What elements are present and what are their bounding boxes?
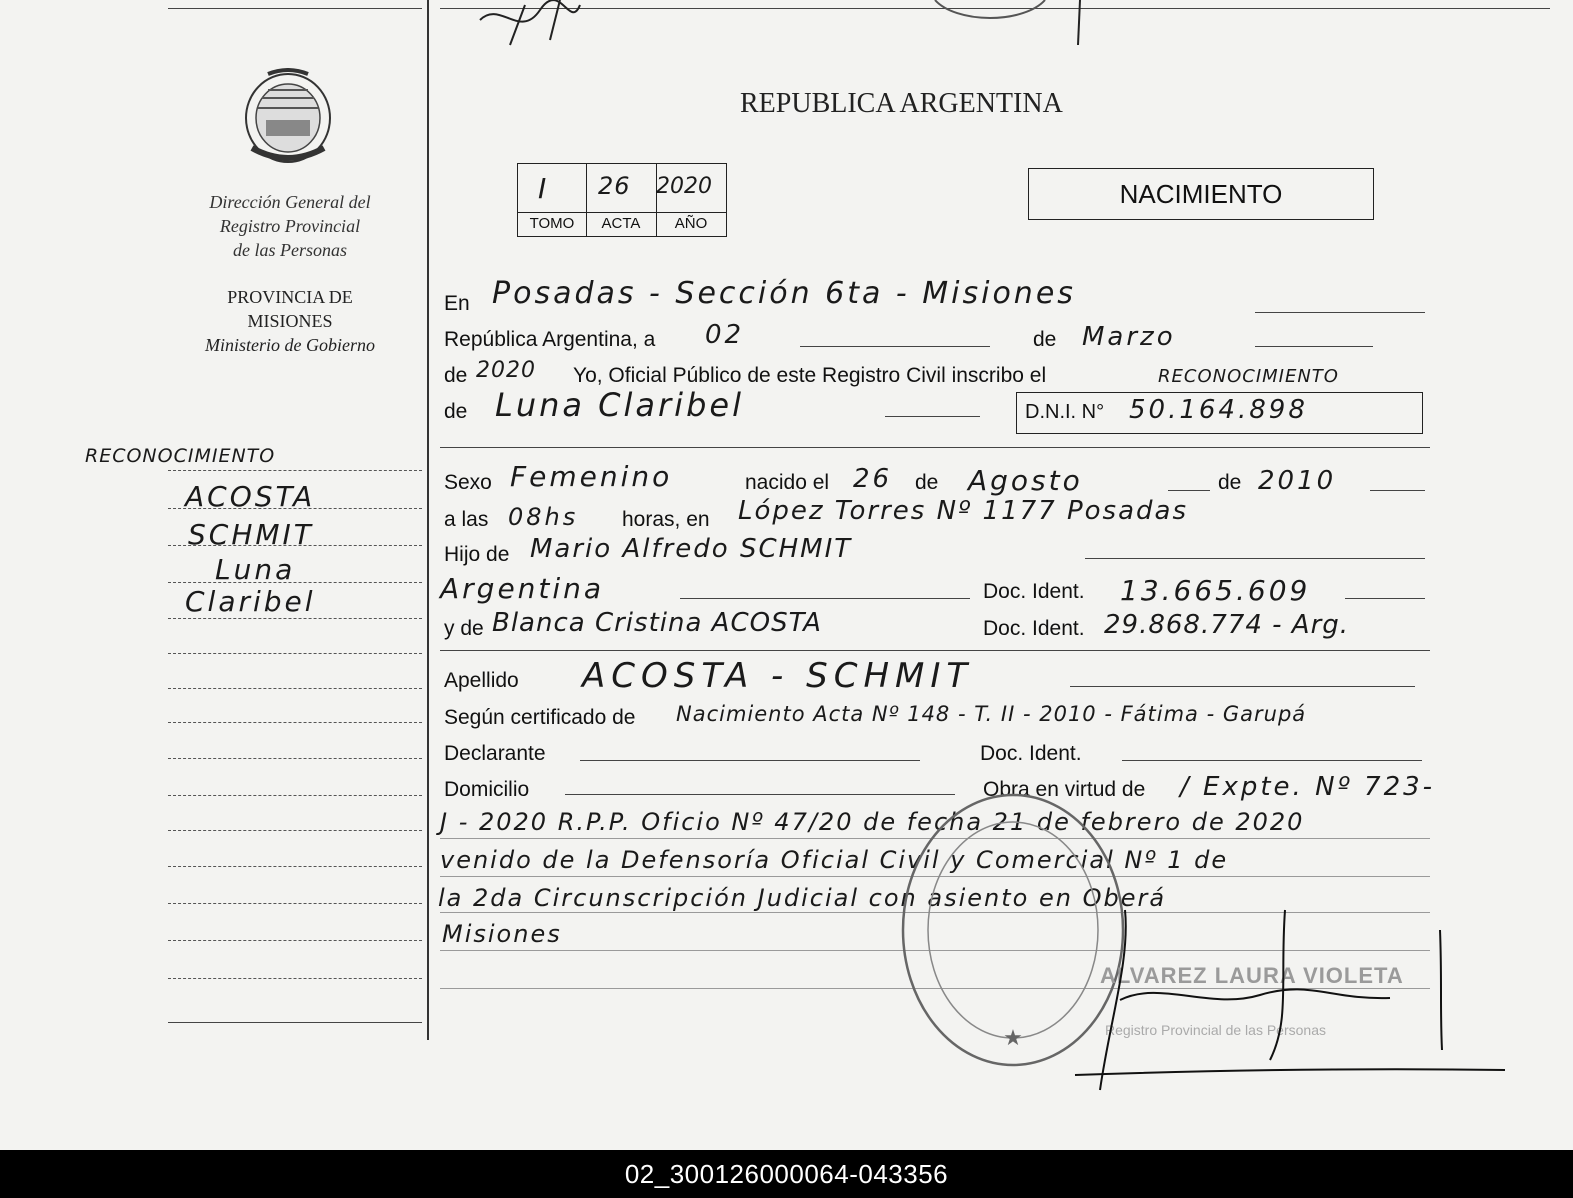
month-value: Marzo bbox=[1082, 322, 1176, 352]
declarant-doc-label: Doc. Ident. bbox=[980, 742, 1082, 765]
birth-year-de: de bbox=[1218, 471, 1242, 494]
fill-line bbox=[580, 760, 920, 761]
province-block bbox=[170, 285, 410, 357]
margin-rule bbox=[168, 653, 422, 654]
fill-line bbox=[885, 416, 980, 417]
margin-rule bbox=[168, 940, 422, 941]
agency-line3: de las Personas bbox=[233, 240, 347, 260]
mother-doc-value: 29.868.774 - Arg. bbox=[1104, 610, 1350, 640]
month-de-label: de bbox=[1033, 328, 1057, 351]
top-divider bbox=[168, 8, 422, 9]
margin-rule bbox=[168, 903, 422, 904]
certificate-label: Según certificado de bbox=[444, 706, 636, 729]
fill-line bbox=[800, 346, 990, 347]
footer-code bbox=[0, 1150, 1573, 1198]
name-de-label: de bbox=[444, 400, 468, 423]
place-label: En bbox=[444, 292, 470, 315]
margin-rule bbox=[168, 688, 422, 689]
day-value: 02 bbox=[705, 320, 745, 350]
dni-box bbox=[1016, 392, 1423, 434]
fill-line bbox=[1085, 558, 1425, 559]
declarant-label: Declarante bbox=[444, 742, 546, 765]
fill-line bbox=[1168, 490, 1210, 491]
ano-label: AÑO bbox=[674, 215, 708, 232]
father-doc-label: Doc. Ident. bbox=[983, 580, 1085, 603]
margin-note-line2: ACOSTA bbox=[185, 480, 316, 513]
margin-rule bbox=[168, 470, 422, 471]
fill-line bbox=[1370, 490, 1425, 491]
place-value: Posadas - Sección 6ta - Misiones bbox=[492, 276, 1076, 311]
acta-label: ACTA bbox=[601, 215, 641, 232]
margin-rule bbox=[168, 978, 422, 979]
by-virtue-label: Obra en virtud de bbox=[983, 778, 1146, 801]
fill-line bbox=[680, 598, 970, 599]
year-value: 2020 bbox=[476, 358, 536, 383]
birth-month-value: Agosto bbox=[968, 464, 1083, 497]
ano-value: 2020 bbox=[656, 174, 712, 199]
birth-place-value: López Torres Nº 1177 Posadas bbox=[738, 496, 1189, 526]
fill-line bbox=[1345, 598, 1425, 599]
father-label: Hijo de bbox=[444, 543, 510, 566]
signatory-name: ALVAREZ LAURA VIOLETA bbox=[1100, 963, 1404, 988]
record-type-box bbox=[1028, 168, 1374, 220]
birth-year-value: 2010 bbox=[1258, 466, 1337, 496]
margin-rule bbox=[168, 795, 422, 796]
province-line1: PROVINCIA DE bbox=[227, 287, 353, 307]
official-text: Yo, Oficial Público de este Registro Civil inscribo el bbox=[573, 364, 1047, 387]
margin-rule bbox=[168, 866, 422, 867]
hour-value: 08hs bbox=[508, 503, 579, 531]
dni-label: D.N.I. N° bbox=[1025, 401, 1105, 423]
child-name-value: Luna Claribel bbox=[495, 386, 744, 424]
section-divider bbox=[440, 650, 1430, 651]
certificate-value: Nacimiento Acta Nº 148 - T. II - 2010 - Fátima - Garupá bbox=[676, 702, 1307, 726]
margin-rule bbox=[168, 830, 422, 831]
section-divider bbox=[440, 447, 1430, 448]
birth-day-value: 26 bbox=[853, 464, 893, 494]
agency-line2: Registro Provincial bbox=[219, 216, 361, 236]
surname-label: Apellido bbox=[444, 669, 519, 692]
record-type-label: NACIMIENTO bbox=[1119, 178, 1283, 209]
mother-doc-label: Doc. Ident. bbox=[983, 617, 1085, 640]
tomo-label: TOMO bbox=[529, 215, 575, 232]
act-type-value: RECONOCIMIENTO bbox=[1158, 366, 1339, 387]
fill-line bbox=[1070, 686, 1415, 687]
fill-line bbox=[1122, 760, 1422, 761]
margin-note-line1: RECONOCIMIENTO bbox=[85, 445, 276, 467]
margin-bottom-rule bbox=[168, 1022, 422, 1023]
seal-star: ★ bbox=[1003, 1026, 1023, 1051]
observation-line3: la 2da Circunscripción Judicial con asiento en Oberá bbox=[438, 884, 1167, 912]
birth-month-de: de bbox=[915, 471, 939, 494]
agency-line1: Dirección General del bbox=[209, 192, 371, 212]
provincial-emblem bbox=[238, 68, 338, 178]
handwritten-signature bbox=[1070, 900, 1520, 1100]
vertical-separator bbox=[427, 0, 429, 1040]
observation-line2: venido de la Defensoría Oficial Civil y Comercial Nº 1 de bbox=[440, 846, 1229, 874]
born-label: nacido el bbox=[745, 471, 830, 494]
mother-name-value: Blanca Cristina ACOSTA bbox=[492, 608, 822, 638]
father-doc-value: 13.665.609 bbox=[1120, 574, 1311, 607]
observation-line1: J - 2020 R.P.P. Oficio Nº 47/20 de fecha 21 de febrero de 2020 bbox=[440, 808, 1305, 836]
fill-line bbox=[1255, 312, 1425, 313]
footer-code-text: 02_300126000064-043356 bbox=[624, 1158, 949, 1189]
tomo-value: I bbox=[538, 172, 550, 205]
signatory-title: Registro Provincial de las Personas bbox=[1105, 1022, 1326, 1038]
acta-value: 26 bbox=[598, 172, 631, 200]
address-label: Domicilio bbox=[444, 778, 530, 801]
observation-line4: Misiones bbox=[442, 920, 562, 948]
margin-rule bbox=[168, 722, 422, 723]
fill-line bbox=[1255, 346, 1373, 347]
by-virtue-value: / Expte. Nº 723- bbox=[1180, 772, 1436, 802]
father-nationality-value: Argentina bbox=[440, 572, 605, 605]
year-de-label: de bbox=[444, 364, 468, 387]
surname-value: ACOSTA - SCHMIT bbox=[582, 656, 974, 696]
previous-seal-fragment bbox=[930, 0, 1050, 24]
mother-label: y de bbox=[444, 617, 484, 640]
hour-label: a las bbox=[444, 508, 489, 531]
previous-mark-fragment bbox=[1060, 0, 1100, 50]
fill-line bbox=[565, 794, 955, 795]
margin-rule bbox=[168, 618, 422, 619]
margin-rule bbox=[168, 758, 422, 759]
father-name-value: Mario Alfredo SCHMIT bbox=[530, 534, 853, 564]
sex-value: Femenino bbox=[510, 460, 673, 493]
republic-label: República Argentina, a bbox=[444, 328, 656, 351]
margin-note-line3: SCHMIT bbox=[188, 518, 314, 551]
country-title: REPUBLICA ARGENTINA bbox=[740, 88, 1063, 119]
box-divider bbox=[518, 212, 726, 213]
ministry: Ministerio de Gobierno bbox=[205, 335, 375, 355]
sex-label: Sexo bbox=[444, 471, 492, 494]
agency-name bbox=[170, 190, 410, 262]
hour-place-label: horas, en bbox=[622, 508, 710, 531]
dni-value: 50.164.898 bbox=[1129, 395, 1308, 425]
province-line2: MISIONES bbox=[247, 311, 333, 331]
previous-signature-fragment bbox=[470, 0, 590, 50]
margin-note-line5: Claribel bbox=[185, 585, 316, 618]
margin-note-line4: Luna bbox=[215, 553, 296, 586]
record-number-box bbox=[517, 163, 727, 237]
